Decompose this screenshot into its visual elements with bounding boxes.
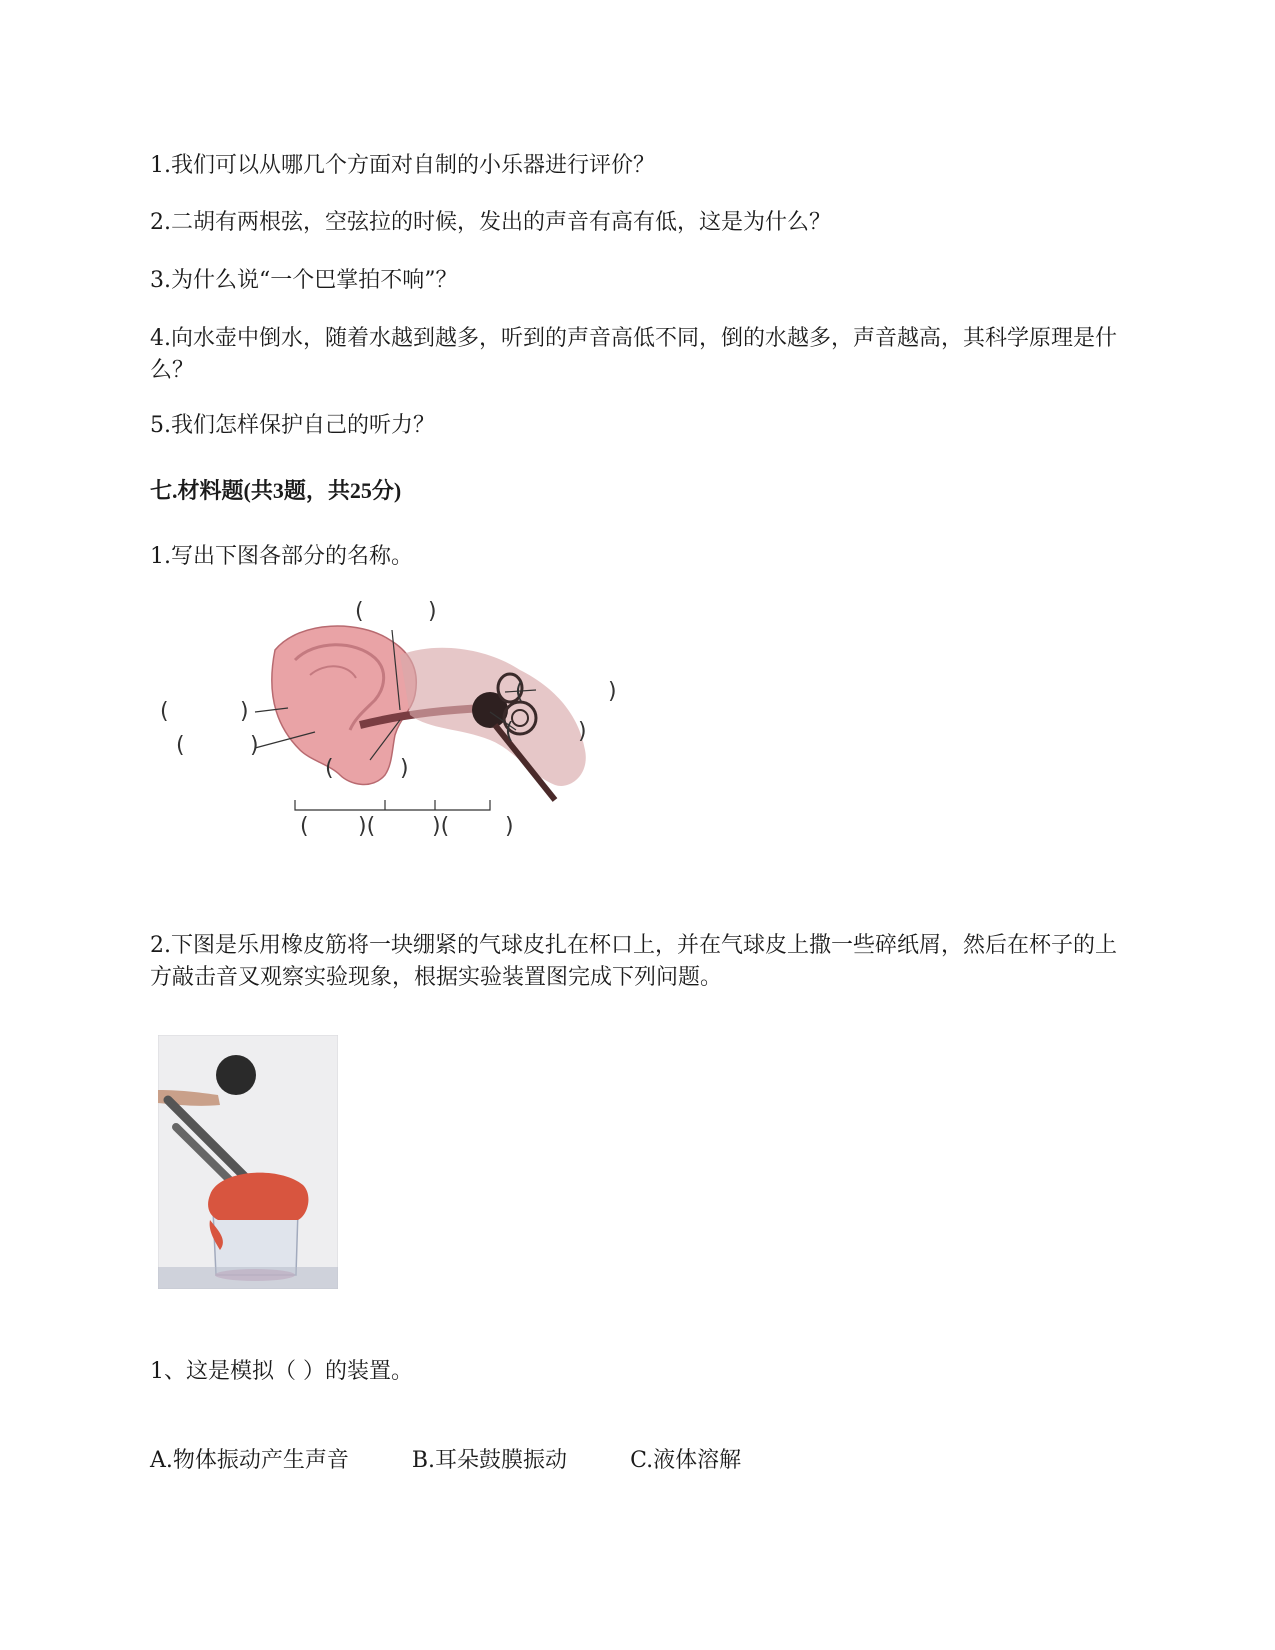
svg-text:): ) xyxy=(250,733,259,758)
question-4: 4.向水壶中倒水，随着水越到越多，听到的声音高低不同，倒的水越多，声音越高，其科学原理是什么？ xyxy=(150,326,1117,383)
question-3: 3.为什么说“一个巴掌拍不响”？ xyxy=(150,268,458,293)
question-1: 1.我们可以从哪几个方面对自制的小乐器进行评价？ xyxy=(150,153,655,178)
material-question-2: 2.下图是乐用橡皮筋将一块绷紧的气球皮扎在杯口上，并在气球皮上撒一些碎纸屑，然后在杯子的上方敲击音叉观察实验现象，根据实验装置图完成下列问题。 xyxy=(150,933,1117,990)
material-question-1: 1.写出下图各部分的名称。 xyxy=(150,544,413,569)
svg-text:(: ( xyxy=(515,679,524,704)
svg-text:(: ( xyxy=(355,600,364,624)
svg-text:(: ( xyxy=(176,733,185,758)
svg-text:): ) xyxy=(428,600,437,624)
option-a[interactable]: A.物体振动产生声音 xyxy=(150,1448,349,1473)
tuning-fork-cup-figure xyxy=(158,1035,338,1289)
answer-options xyxy=(150,1445,797,1477)
svg-text:): ) xyxy=(608,679,617,704)
svg-text:(: ( xyxy=(300,814,309,839)
svg-text:): ) xyxy=(578,719,587,744)
svg-text:): ) xyxy=(505,814,514,839)
svg-text:(: ( xyxy=(325,756,334,781)
svg-text:)(: )( xyxy=(432,814,450,839)
ear-anatomy-figure xyxy=(160,600,660,880)
svg-text:): ) xyxy=(400,756,409,781)
svg-text:(: ( xyxy=(160,699,169,724)
svg-text:): ) xyxy=(240,699,249,724)
question-5: 5.我们怎样保护自己的听力？ xyxy=(150,413,435,438)
svg-text:)(: )( xyxy=(358,814,376,839)
option-b[interactable]: B.耳朵鼓膜振动 xyxy=(411,1448,568,1473)
option-c[interactable]: C.液体溶解 xyxy=(630,1448,742,1473)
sub-question-1: 1、这是模拟（ ）的装置。 xyxy=(150,1359,413,1384)
section-title: 七.材料题(共3题，共25分) xyxy=(150,478,402,503)
svg-text:(: ( xyxy=(505,719,514,744)
question-2: 2.二胡有两根弦，空弦拉的时候，发出的声音有高有低，这是为什么？ xyxy=(150,210,831,235)
